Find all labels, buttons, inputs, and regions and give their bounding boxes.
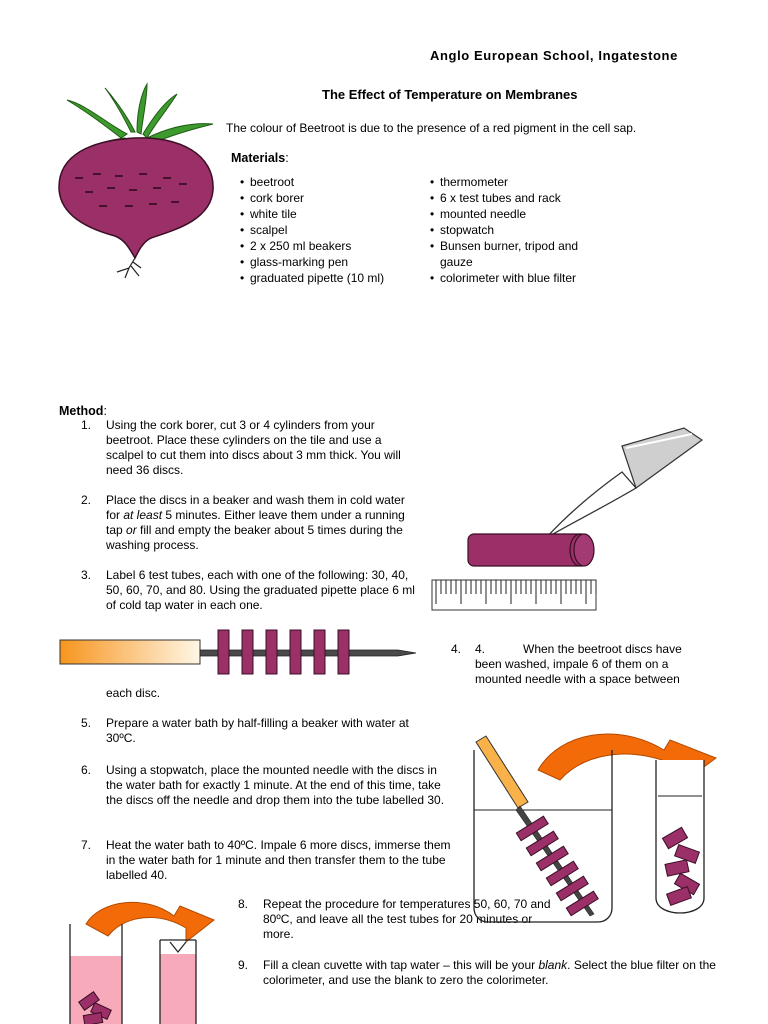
beetroot-disc <box>338 630 349 674</box>
step-number: 8. <box>238 897 249 911</box>
list-item: • beetroot <box>240 174 420 190</box>
list-item: • white tile <box>240 206 420 222</box>
materials-heading: Materials: <box>231 151 289 165</box>
list-item: • thermometer <box>430 174 605 190</box>
intro-text: The colour of Beetroot is due to the presence of a red pigment in the cell sap. <box>226 121 637 135</box>
water-bath-transfer-icon <box>468 728 718 928</box>
materials-list-right <box>430 174 605 286</box>
step-text: Prepare a water bath by half-filling a beaker with water at 30ºC. <box>106 716 409 745</box>
method-heading: Method: <box>59 404 107 418</box>
list-item: • mounted needle <box>430 206 605 222</box>
beetroot-disc <box>266 630 277 674</box>
mounted-needle-icon <box>58 626 420 678</box>
materials-list-left <box>240 174 420 286</box>
step-number: 4. <box>475 642 486 656</box>
list-item: • glass-marking pen <box>240 254 420 270</box>
step-number: 4. <box>451 642 462 656</box>
page-title: The Effect of Temperature on Membranes <box>322 87 578 102</box>
beetroot-disc <box>314 630 325 674</box>
step-text: When the beetroot discs have been washed, impale 6 of them on a mounted needle with a space between <box>475 642 682 686</box>
list-item: • cork borer <box>240 190 420 206</box>
beetroot-disc <box>290 630 301 674</box>
step-text: Label 6 test tubes, each with one of the following: 30, 40, 50, 60, 70, and 80. Using the graduated pipette place 6 ml of cold tap water in each one. <box>106 568 415 612</box>
scalpel-cutting-icon <box>430 426 710 644</box>
step-number: 3. <box>81 568 92 582</box>
list-item: • graduated pipette (10 ml) <box>240 270 420 286</box>
step-text: Using a stopwatch, place the mounted needle with the discs in the water bath for exactly 1 minute. At the end of this time, take the discs off the needle and drop them into the tube labelled 30. <box>106 763 445 807</box>
step-number: 9. <box>238 958 249 972</box>
step-number: 6. <box>81 763 92 777</box>
step-number: 7. <box>81 838 92 852</box>
step-text: Fill a clean cuvette with tap water – this will be your blank. Select the blue filter on the colorimeter, and use the blank to zero the colorimeter. <box>263 958 716 987</box>
list-item: • 2 x 250 ml beakers <box>240 238 420 254</box>
step-number: 1. <box>81 418 92 432</box>
step-text: Place the discs in a beaker and wash them in cold water for at least 5 minutes. Either leave them under a running tap or fill and empty the beaker about 5 times during the washing process. <box>106 493 405 552</box>
step-4-continuation: each disc. <box>106 686 161 700</box>
list-item: • Bunsen burner, tripod and gauze <box>430 238 605 270</box>
step-number: 2. <box>81 493 92 507</box>
list-item: • stopwatch <box>430 222 605 238</box>
beetroot-icon <box>55 82 220 282</box>
school-name: Anglo European School, Ingatestone <box>430 48 678 63</box>
cuvette-transfer-icon <box>62 898 232 1024</box>
list-item: • colorimeter with blue filter <box>430 270 605 286</box>
step-text: Using the cork borer, cut 3 or 4 cylinders from your beetroot. Place these cylinders on the tile and use a scalpel to cut them into discs about 3 mm thick. You will need 36 discs. <box>106 418 401 477</box>
beetroot-disc <box>218 630 229 674</box>
step-text: Heat the water bath to 40ºC. Impale 6 more discs, immerse them in the water bath for 1 minute and then transfer them to the tube labelled 40. <box>106 838 451 882</box>
list-item: • 6 x test tubes and rack <box>430 190 605 206</box>
step-number: 5. <box>81 716 92 730</box>
beetroot-disc <box>242 630 253 674</box>
step-text: Repeat the procedure for temperatures 50, 60, 70 and 80ºC, and leave all the test tubes for 20 minutes or more. <box>263 897 551 941</box>
list-item: • scalpel <box>240 222 420 238</box>
